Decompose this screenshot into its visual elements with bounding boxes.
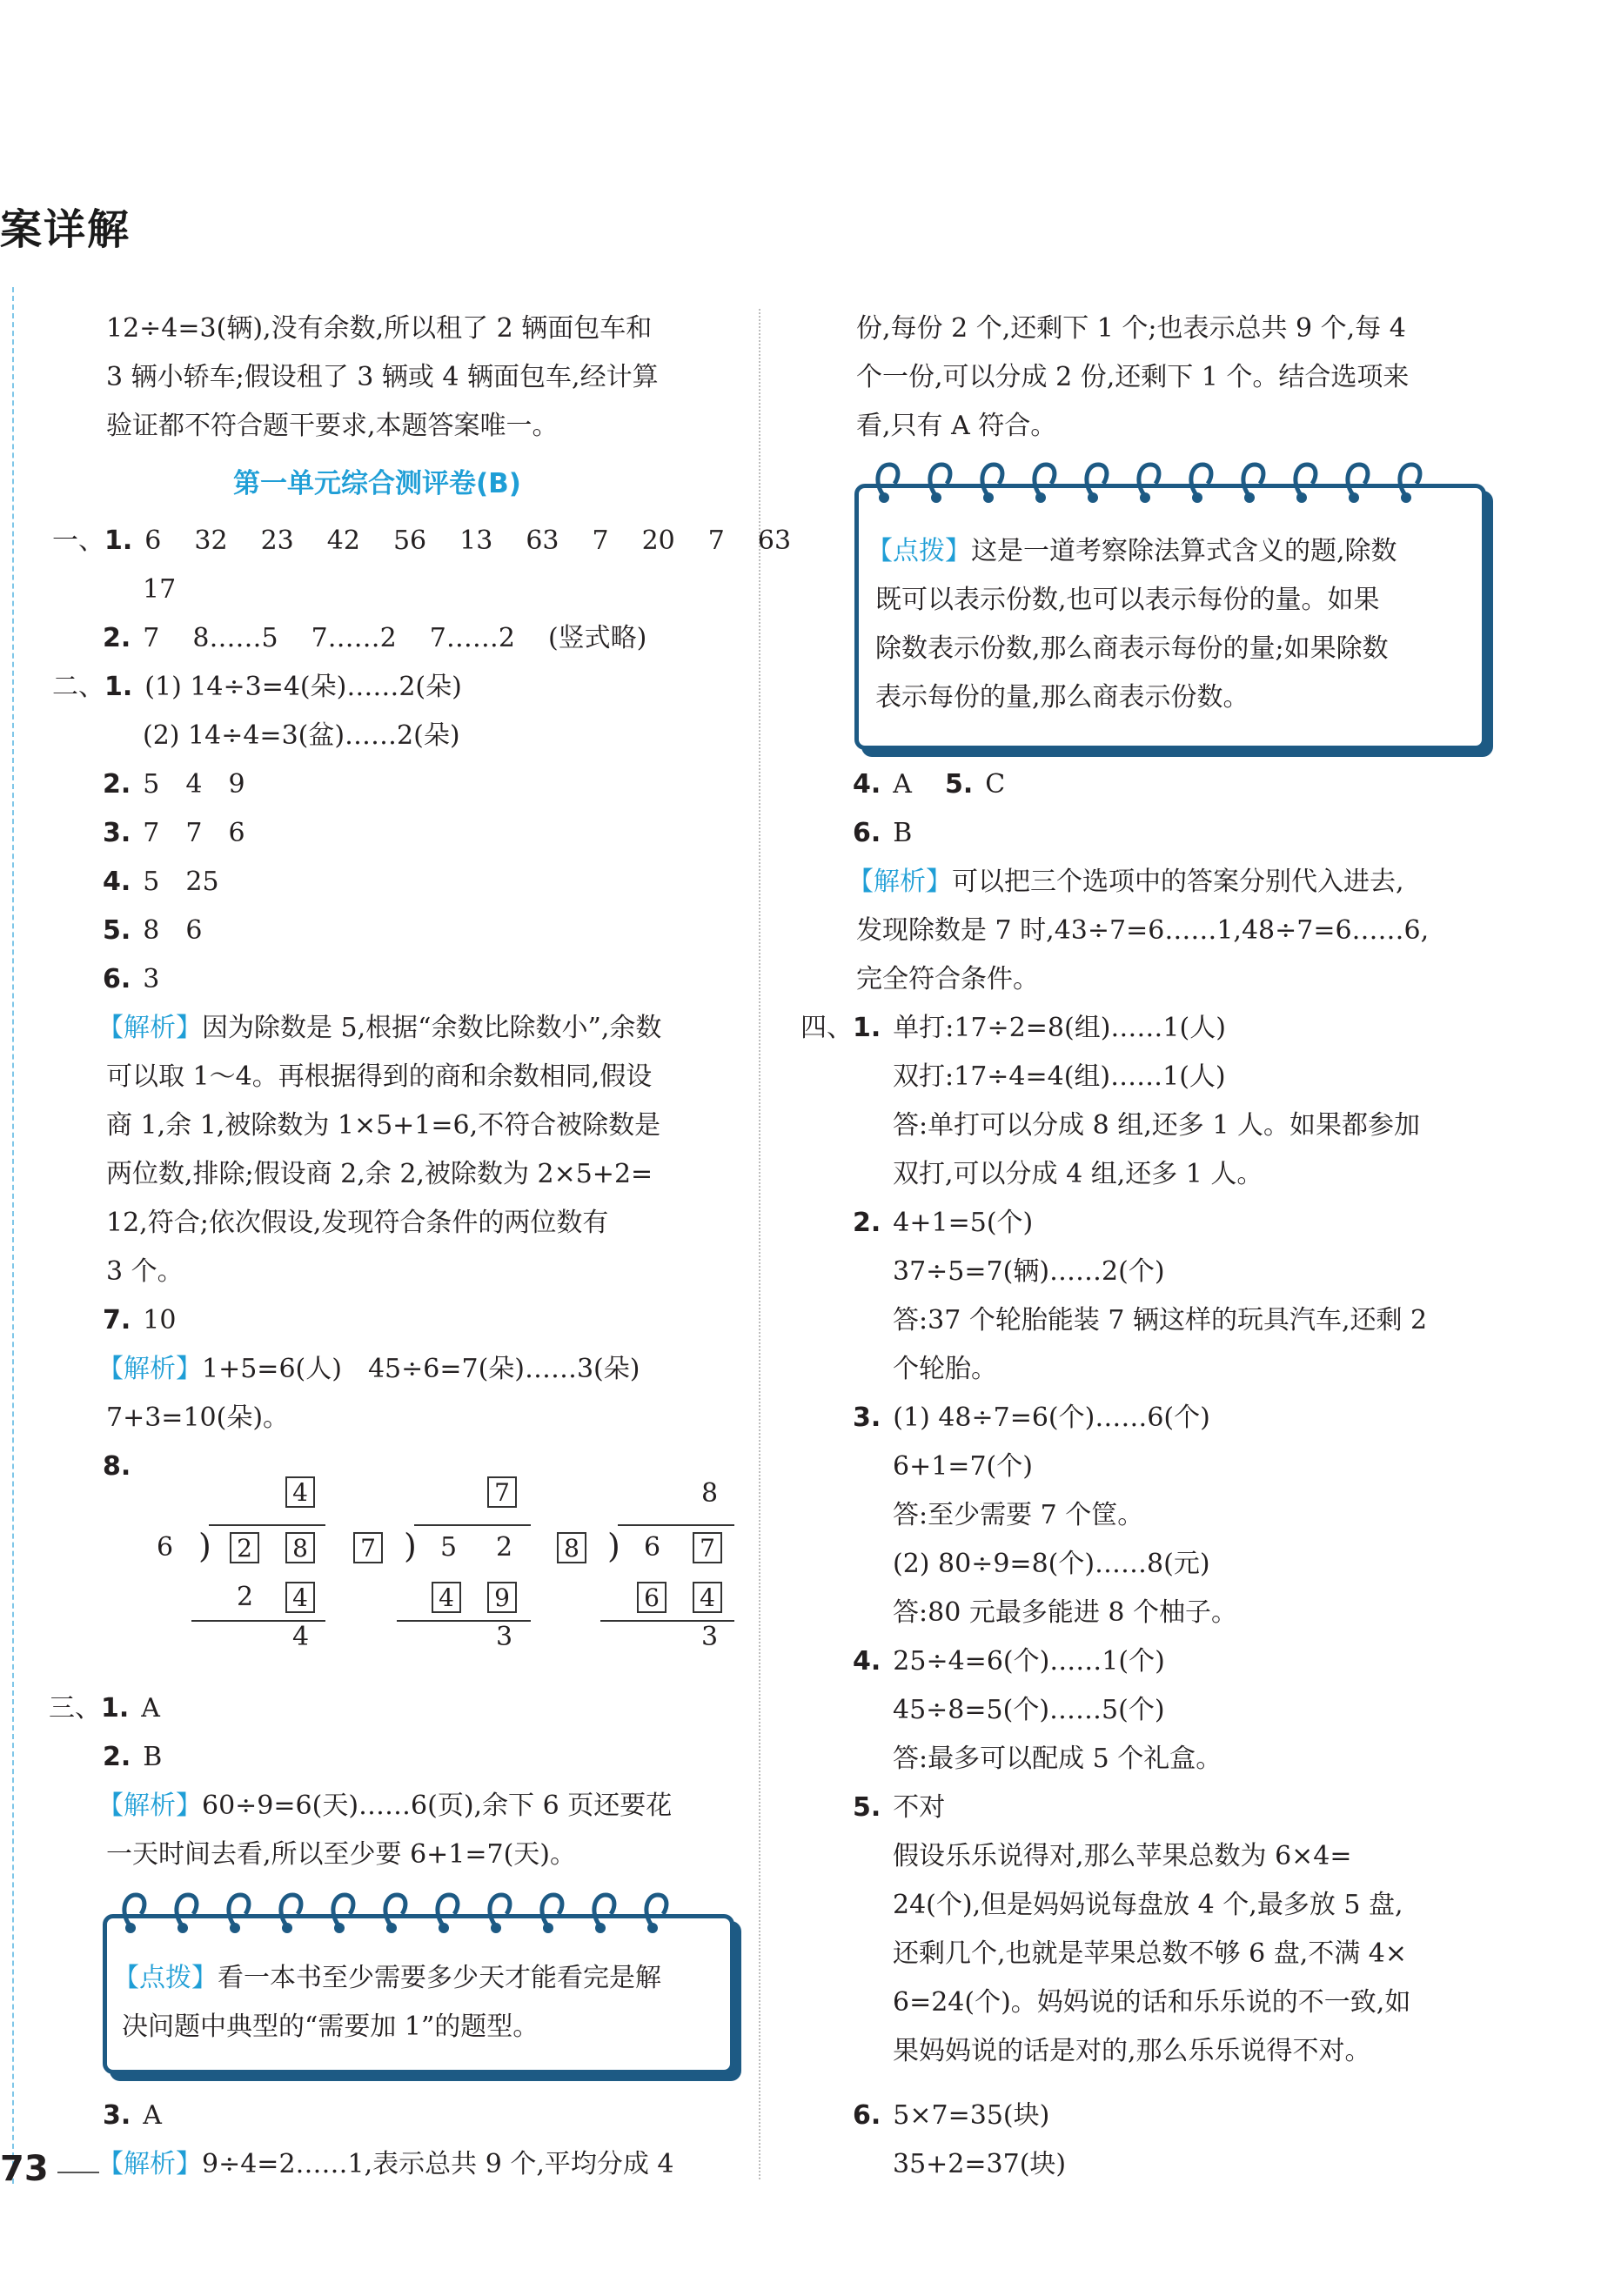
page-header-title: 案详解 <box>0 205 131 254</box>
answer-text: (2) 14÷4=3(盆)……2(朵) <box>143 720 460 751</box>
analysis-text: 60÷9=6(天)……6(页),余下 6 页还要花 <box>202 1791 673 1821</box>
section-two-q4 <box>103 863 219 901</box>
analysis-text: 可以取 1～4。再根据得到的商和余数相同,假设 <box>106 1061 653 1092</box>
answer-text: A <box>893 769 912 800</box>
divisor-box: 7 <box>353 1532 383 1563</box>
tip-label: 【点拨】 <box>867 536 971 566</box>
section-three-q2 <box>103 1738 162 1777</box>
answer-text: 8 6 <box>143 915 203 946</box>
section-four-q6 <box>853 2097 1049 2135</box>
division-bar <box>209 1524 325 1526</box>
section-two-q5 <box>103 912 202 950</box>
answer-text: 6+1=7(个) <box>893 1451 1033 1482</box>
answer-value: 7 <box>143 623 160 653</box>
analysis-label: 【解析】 <box>847 867 952 897</box>
section-two-q6 <box>103 961 159 999</box>
notebook-rings <box>111 1888 720 1937</box>
analysis-line <box>97 1787 672 1825</box>
answer-text: 双打,可以分成 4 组,还多 1 人。 <box>893 1159 1263 1189</box>
analysis-label: 【解析】 <box>97 1013 202 1043</box>
product-digit: 2 <box>237 1582 254 1612</box>
answer-text: 答:至少需要 7 个筐。 <box>893 1500 1144 1530</box>
section-four-q5 <box>853 1789 945 1827</box>
dividend-box: 8 <box>285 1532 315 1563</box>
right-text-line: 看,只有 A 符合。 <box>856 411 1057 441</box>
left-text-line: 验证都不符合题干要求,本题答案唯一。 <box>106 411 559 441</box>
remainder: 4 <box>292 1622 310 1652</box>
answer-text: 5 25 <box>143 867 219 897</box>
quotient-box: 4 <box>285 1476 315 1508</box>
product-box: 9 <box>487 1582 517 1613</box>
section-two-q1 <box>52 668 462 706</box>
analysis-text: 1+5=6(人) 45÷6=7(朵)……3(朵) <box>202 1354 640 1384</box>
analysis-text: 两位数,排除;假设商 2,余 2,被除数为 2×5+2= <box>106 1159 653 1189</box>
unit-title: 第一单元综合测评卷(B) <box>233 468 521 499</box>
question-number: 5. <box>853 1792 881 1823</box>
answer-value: 32 <box>194 525 228 556</box>
answer-text: 7 7 6 <box>143 818 245 848</box>
answer-value: 42 <box>326 525 360 556</box>
answer-value: 7……2 <box>311 623 397 653</box>
question-number: 2. <box>853 1208 881 1238</box>
section-three-q1 <box>49 1690 160 1728</box>
question-number: 2. <box>103 623 131 653</box>
answer-text: C <box>985 769 1006 800</box>
answer-value: 63 <box>757 525 792 556</box>
remainder: 3 <box>496 1622 513 1652</box>
column-divider <box>759 309 760 2179</box>
question-number: 3. <box>103 2100 131 2131</box>
answer-value: 8……5 <box>192 623 278 653</box>
analysis-text: 3 个。 <box>106 1256 184 1287</box>
answer-value: 7 <box>707 525 725 556</box>
dividend-digit: 6 <box>644 1532 661 1563</box>
right-q6 <box>853 814 912 853</box>
section-four-q1 <box>800 1009 1226 1048</box>
question-number: 1. <box>101 1693 130 1724</box>
answer-value: (竖式略) <box>547 623 647 653</box>
answer-text: 24(个),但是妈妈说每盘放 4 个,最多放 5 盘, <box>893 1890 1403 1920</box>
section-two-q2 <box>103 766 245 804</box>
quotient-box: 7 <box>487 1476 517 1508</box>
page-number: 73 <box>0 2149 49 2189</box>
answer-text: 3 <box>143 964 160 994</box>
tip-label: 【点拨】 <box>113 1963 218 1993</box>
question-number: 4. <box>103 867 131 897</box>
answer-value: 20 <box>641 525 675 556</box>
left-text-line: 3 辆小轿车;假设租了 3 辆或 4 辆面包车,经计算 <box>106 362 659 392</box>
section-marker: 三、 <box>49 1693 101 1724</box>
answer-value: 7 <box>592 525 609 556</box>
section-marker: 二、 <box>52 672 104 702</box>
analysis-text: 一天时间去看,所以至少要 6+1=7(天)。 <box>106 1839 577 1870</box>
tip-text: 看一本书至少需要多少天才能看完是解 <box>218 1963 661 1993</box>
right-text-line: 个一份,可以分成 2 份,还剩下 1 个。结合选项来 <box>856 362 1410 392</box>
question-number: 8. <box>103 1451 131 1482</box>
tip-text: 除数表示份数,那么商表示每份的量;如果除数 <box>875 633 1389 664</box>
tip-line <box>867 527 1397 576</box>
analysis-text: 12,符合;依次假设,发现符合条件的两位数有 <box>106 1208 609 1238</box>
analysis-line <box>97 1009 661 1048</box>
answer-value: 56 <box>392 525 427 556</box>
division-bracket: ) <box>198 1527 211 1565</box>
section-two-q7 <box>103 1302 176 1340</box>
question-number: 2. <box>103 769 131 800</box>
product-box: 6 <box>637 1582 666 1613</box>
analysis-text: 完全符合条件。 <box>856 964 1039 994</box>
question-number: 4. <box>853 1646 881 1677</box>
analysis-label: 【解析】 <box>97 2149 202 2179</box>
section-one-q2 <box>103 619 646 658</box>
right-q4-q5 <box>853 766 1005 804</box>
section-four-q4 <box>853 1643 1165 1681</box>
section-two-q3 <box>103 814 245 853</box>
answer-value: 13 <box>459 525 493 556</box>
answer-text: 双打:17÷4=4(组)……1(人) <box>893 1061 1226 1092</box>
answer-text: A <box>141 1693 160 1724</box>
divisor-box: 8 <box>557 1532 586 1563</box>
question-number: 6. <box>103 964 131 994</box>
question-number: 7. <box>103 1305 131 1335</box>
question-number: 5. <box>103 915 131 946</box>
question-number: 5. <box>944 769 974 800</box>
section-two-q8 <box>103 1448 143 1486</box>
answer-text: 个轮胎。 <box>893 1354 997 1384</box>
analysis-text: 7+3=10(朵)。 <box>106 1402 290 1433</box>
dividend-box: 2 <box>230 1532 259 1563</box>
answer-text: 37÷5=7(辆)……2(个) <box>893 1256 1165 1287</box>
product-box: 4 <box>693 1582 722 1613</box>
left-text-line: 12÷4=3(辆),没有余数,所以租了 2 辆面包车和 <box>106 313 653 344</box>
tip-line <box>113 1954 661 2003</box>
divisor: 6 <box>157 1532 174 1563</box>
section-marker: 一、 <box>52 525 104 556</box>
division-bar <box>618 1524 734 1526</box>
right-text-line: 份,每份 2 个,还剩下 1 个;也表示总共 9 个,每 4 <box>856 313 1406 344</box>
division-bracket: ) <box>404 1527 417 1565</box>
answer-text: 单打:17÷2=8(组)……1(人) <box>893 1013 1226 1043</box>
answer-text: 答:最多可以配成 5 个礼盒。 <box>893 1744 1222 1774</box>
answer-text: 45÷8=5(个)……5(个) <box>893 1695 1165 1725</box>
section-one-q1 <box>52 522 791 560</box>
analysis-text: 9÷4=2……1,表示总共 9 个,平均分成 4 <box>202 2149 674 2179</box>
answer-text: 6=24(个)。妈妈说的话和乐乐说的不一致,如 <box>893 1987 1411 2018</box>
answer-value: 7……2 <box>429 623 515 653</box>
division-bracket: ) <box>607 1527 620 1565</box>
division-bar <box>414 1524 531 1526</box>
answer-text: 答:37 个轮胎能装 7 辆这样的玩具汽车,还剩 2 <box>893 1305 1428 1335</box>
answer-text: (2) 80÷9=8(个)……8(元) <box>893 1549 1210 1579</box>
question-number: 1. <box>853 1013 881 1043</box>
question-number: 4. <box>853 769 881 800</box>
remainder: 3 <box>701 1622 719 1652</box>
answer-text: 35+2=37(块) <box>893 2149 1067 2179</box>
section-one-q1-cont: 17 <box>143 574 177 605</box>
dividend-box: 7 <box>693 1532 722 1563</box>
tip-text: 既可以表示份数,也可以表示每份的量。如果 <box>875 585 1380 615</box>
product-box: 4 <box>285 1582 315 1613</box>
tip-text: 决问题中典型的“需要加 1”的题型。 <box>122 2012 539 2042</box>
analysis-label: 【解析】 <box>97 1791 202 1821</box>
answer-text: 25÷4=6(个)……1(个) <box>893 1646 1165 1677</box>
section-four-q2 <box>853 1204 1033 1242</box>
answer-text: A <box>143 2100 162 2131</box>
question-number: 3. <box>853 1402 881 1433</box>
analysis-text: 商 1,余 1,被除数为 1×5+1=6,不符合被除数是 <box>106 1110 661 1141</box>
section-four-q3 <box>853 1399 1210 1437</box>
analysis-line <box>97 2145 673 2184</box>
question-number: 6. <box>853 818 881 848</box>
answer-text: 10 <box>143 1305 177 1335</box>
section-three-q3 <box>103 2097 162 2135</box>
answer-text: (1) 48÷7=6(个)……6(个) <box>893 1402 1210 1433</box>
answer-text: 不对 <box>893 1792 946 1823</box>
answer-text: 5×7=35(块) <box>893 2100 1050 2131</box>
answer-text: 答:单打可以分成 8 组,还多 1 人。如果都参加 <box>893 1110 1420 1141</box>
analysis-text: 发现除数是 7 时,43÷7=6……1,48÷7=6……6, <box>856 915 1430 946</box>
analysis-line <box>847 863 1404 901</box>
answer-text: 答:80 元最多能进 8 个柚子。 <box>893 1597 1237 1628</box>
tip-text: 这是一道考察除法算式含义的题,除数 <box>971 536 1397 566</box>
left-margin-rule <box>12 287 14 2184</box>
analysis-line <box>97 1350 640 1389</box>
analysis-label: 【解析】 <box>97 1354 202 1384</box>
answer-value: 23 <box>260 525 294 556</box>
question-number: 1. <box>104 672 133 702</box>
answer-text: 果妈妈说的话是对的,那么乐乐说得不对。 <box>893 2036 1371 2066</box>
page-number-dash <box>57 2172 99 2173</box>
quotient-digit: 8 <box>701 1478 719 1509</box>
answer-text: B <box>893 818 913 848</box>
analysis-text: 可以把三个选项中的答案分别代入进去, <box>952 867 1404 897</box>
answer-text: 还剩几个,也就是苹果总数不够 6 盘,不满 4× <box>893 1938 1407 1969</box>
answer-value: 6 <box>144 525 162 556</box>
dividend-digit: 5 <box>440 1532 458 1563</box>
answer-text: B <box>143 1742 163 1772</box>
product-box: 4 <box>432 1582 461 1613</box>
section-marker: 四、 <box>800 1013 853 1043</box>
answer-text: 假设乐乐说得对,那么苹果总数为 6×4= <box>893 1841 1352 1871</box>
question-number: 1. <box>104 525 133 556</box>
dividend-digit: 2 <box>496 1532 513 1563</box>
question-number: 6. <box>853 2100 881 2131</box>
answer-value: 63 <box>526 525 559 556</box>
answer-text: (1) 14÷3=4(朵)……2(朵) <box>144 672 462 702</box>
notebook-rings <box>865 458 1474 506</box>
question-number: 3. <box>103 818 131 848</box>
tip-text: 表示每份的量,那么商表示份数。 <box>875 682 1249 713</box>
answer-text: 5 4 9 <box>143 769 245 800</box>
question-number: 2. <box>103 1742 131 1772</box>
answer-text: 4+1=5(个) <box>893 1208 1034 1238</box>
analysis-text: 因为除数是 5,根据“余数比除数小”,余数 <box>202 1013 662 1043</box>
